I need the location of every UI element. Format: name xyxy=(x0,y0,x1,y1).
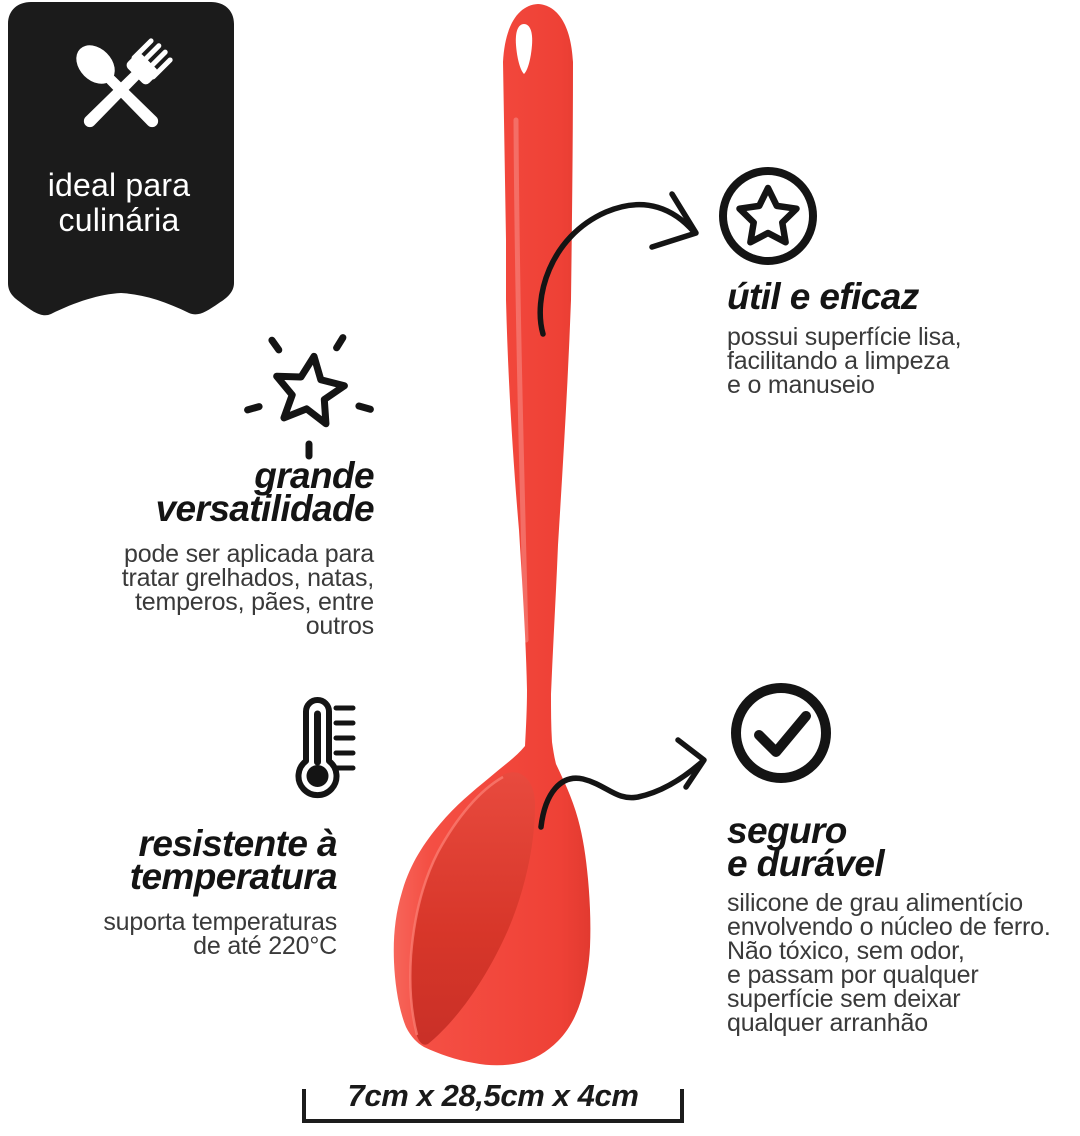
badge-label xyxy=(4,168,234,238)
feature-resistente-temperatura xyxy=(60,823,337,960)
feature-title-line: grande xyxy=(254,455,374,496)
feature-body xyxy=(727,888,1077,1037)
feature-util-eficaz xyxy=(727,276,1072,400)
feature-body xyxy=(727,323,1072,400)
feature-body-line: e passam por qualquer xyxy=(727,960,979,989)
badge-label-line: culinária xyxy=(58,202,180,239)
arrow-to-seguro-icon-head xyxy=(678,740,704,787)
feature-body xyxy=(60,907,337,960)
feature-title-line: temperatura xyxy=(129,856,337,898)
badge-label-line: ideal para xyxy=(47,167,191,203)
feature-title xyxy=(727,810,1077,885)
feature-body-line: suporta temperaturas xyxy=(103,907,337,936)
badge-ribbon-shape xyxy=(8,2,234,315)
sparkle-star-icon xyxy=(238,326,382,462)
feature-body-line: de até 220°C xyxy=(193,931,337,960)
feature-title xyxy=(727,276,1072,317)
feature-title-line: resistente à xyxy=(138,823,337,864)
thermometer-icon xyxy=(290,692,360,807)
feature-body-line: qualquer arranhão xyxy=(727,1008,928,1037)
feature-grande-versatilidade xyxy=(40,455,374,640)
feature-title-line: seguro xyxy=(727,810,847,851)
feature-body-line: envolvendo o núcleo de ferro. xyxy=(727,912,1051,941)
badge-ribbon xyxy=(4,0,238,326)
feature-title xyxy=(60,823,337,898)
feature-body-line: e o manuseio xyxy=(727,371,875,400)
feature-title xyxy=(40,455,374,530)
dimension-label: 7cm x 28,5cm x 4cm xyxy=(347,1078,639,1113)
feature-body-line: outros xyxy=(305,611,374,640)
feature-body-line: tratar grelhados, natas, xyxy=(121,563,374,592)
feature-title-line: e durável xyxy=(727,843,885,885)
feature-body-line: superfície sem deixar xyxy=(727,984,961,1013)
feature-body-line: silicone de grau alimentício xyxy=(727,888,1023,917)
product-image-spoon xyxy=(370,0,610,1080)
star-circle-icon xyxy=(714,162,822,270)
feature-body-line: pode ser aplicada para xyxy=(124,539,374,568)
feature-body xyxy=(40,539,374,640)
check-circle-icon xyxy=(726,678,838,790)
feature-title-line: útil e eficaz xyxy=(727,276,919,317)
feature-body-line: temperos, pães, entre xyxy=(135,587,374,616)
feature-title-line: versatilidade xyxy=(155,488,374,530)
arrow-to-util-icon-head xyxy=(652,194,696,247)
feature-body-line: possui superfície lisa, xyxy=(727,323,962,352)
feature-seguro-duravel xyxy=(727,810,1077,1037)
feature-body-line: Não tóxico, sem odor, xyxy=(727,936,965,965)
dimension-bracket xyxy=(302,1089,684,1123)
feature-body-line: facilitando a limpeza xyxy=(727,347,950,376)
